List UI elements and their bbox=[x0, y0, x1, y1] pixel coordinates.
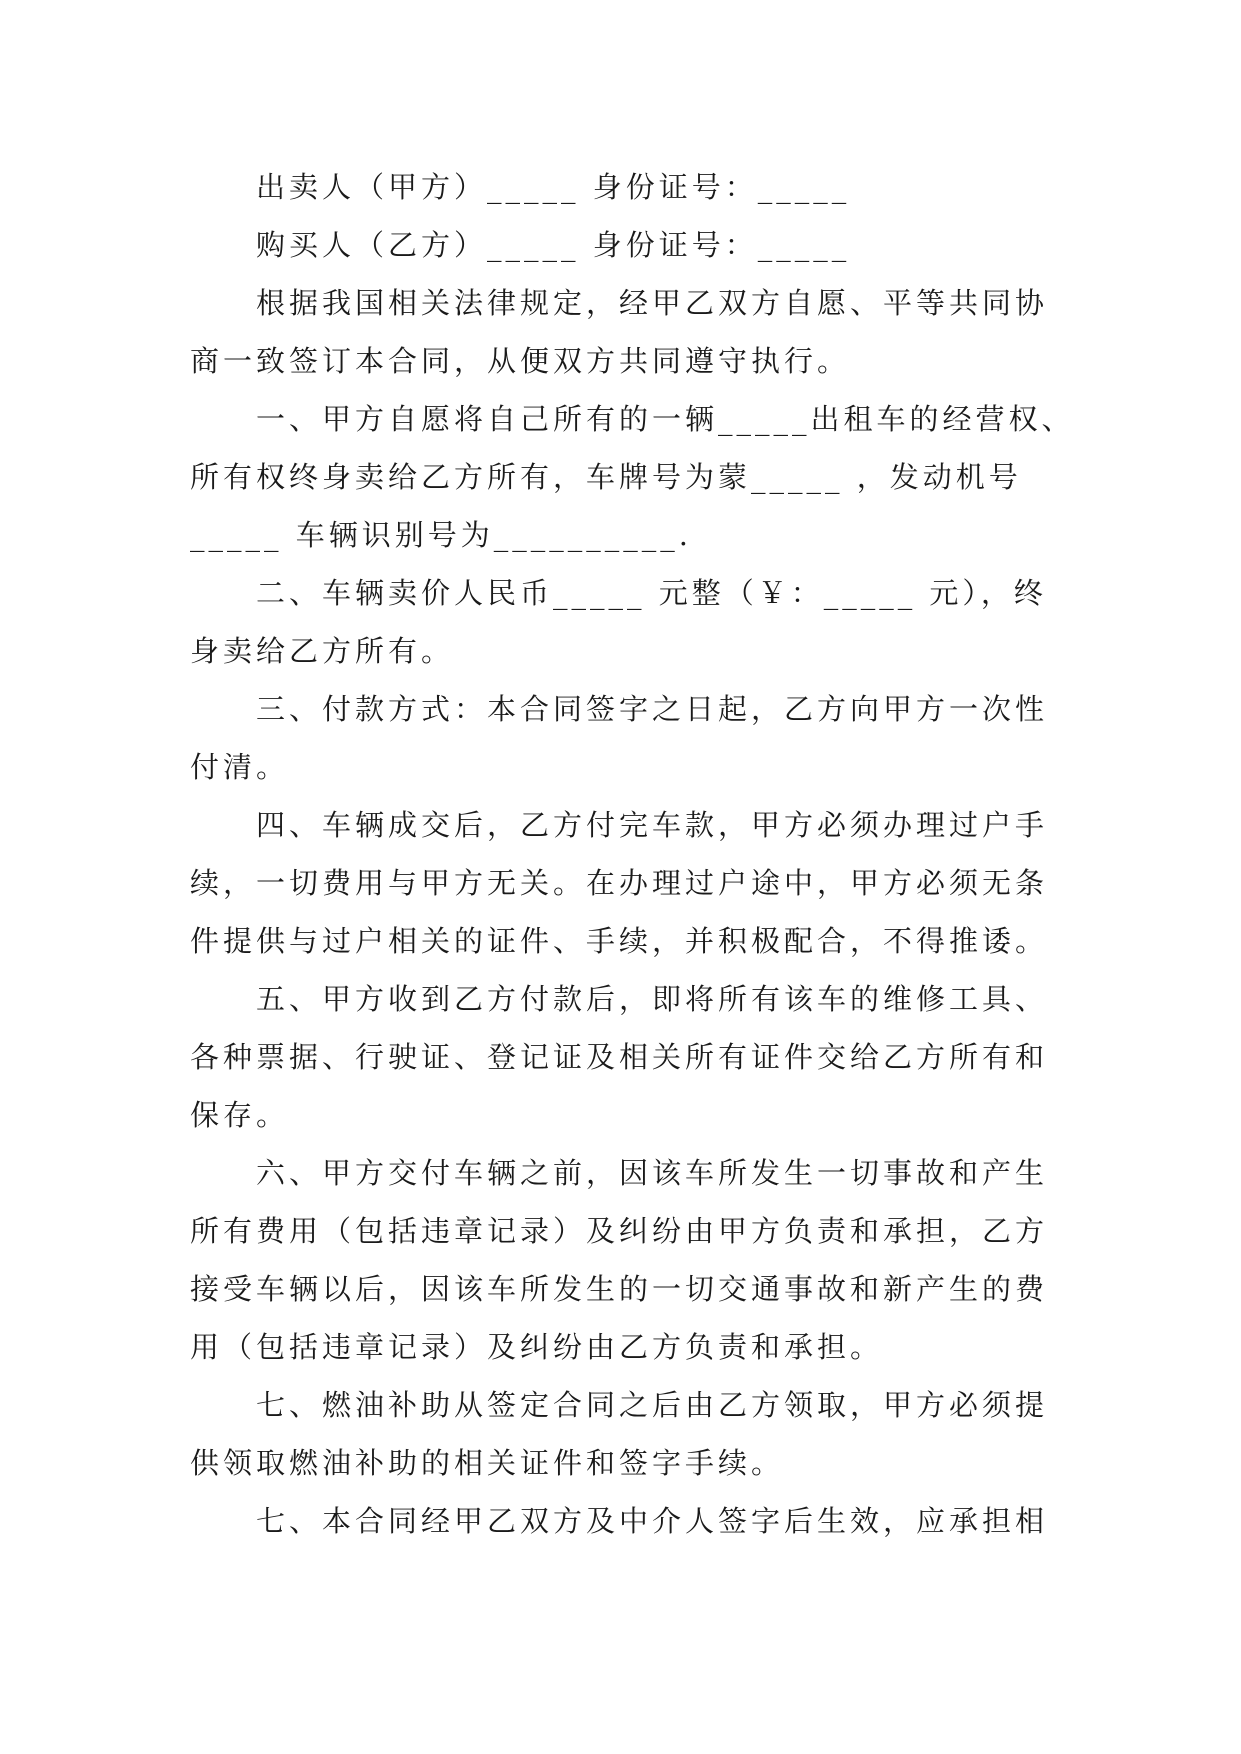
clause-8-line-1: 七、本合同经甲乙双方及中介人签字后生效，应承担相 bbox=[256, 1504, 1049, 1538]
clause-6-line-4: 用（包括违章记录）及纠纷由乙方负责和承担。 bbox=[190, 1330, 884, 1364]
clause-6-line-1: 六、甲方交付车辆之前，因该车所发生一切事故和产生 bbox=[256, 1156, 1049, 1190]
clause-3-line-1: 三、付款方式：本合同签字之日起，乙方向甲方一次性 bbox=[256, 692, 1049, 726]
clause-4-line-2: 续，一切费用与甲方无关。在办理过户途中，甲方必须无条 bbox=[190, 866, 1049, 900]
clause-4-line-3: 件提供与过户相关的证件、手续，并积极配合，不得推诿。 bbox=[190, 924, 1049, 958]
clause-3-line-2: 付清。 bbox=[190, 750, 290, 784]
clause-6-line-2: 所有费用（包括违章记录）及纠纷由甲方负责和承担，乙方 bbox=[190, 1214, 1049, 1248]
seller-line: 出卖人（甲方）_____ 身份证号：_____ bbox=[256, 170, 851, 204]
clause-1-line-1: 一、甲方自愿将自己所有的一辆_____出租车的经营权、 bbox=[256, 402, 1075, 436]
clause-7-line-2: 供领取燃油补助的相关证件和签字手续。 bbox=[190, 1446, 785, 1480]
clause-6-line-3: 接受车辆以后，因该车所发生的一切交通事故和新产生的费 bbox=[190, 1272, 1049, 1306]
clause-7-line-1: 七、燃油补助从签定合同之后由乙方领取，甲方必须提 bbox=[256, 1388, 1049, 1422]
clause-2-line-2: 身卖给乙方所有。 bbox=[190, 634, 455, 668]
preamble-line-2: 商一致签订本合同，从便双方共同遵守执行。 bbox=[190, 344, 851, 378]
contract-page bbox=[190, 158, 1075, 1550]
clause-4-line-1: 四、车辆成交后，乙方付完车款，甲方必须办理过户手 bbox=[256, 808, 1049, 842]
clause-5-line-3: 保存。 bbox=[190, 1098, 290, 1132]
buyer-line: 购买人（乙方）_____ 身份证号：_____ bbox=[256, 228, 851, 262]
clause-1-line-3: _____ 车辆识别号为__________. bbox=[190, 518, 692, 552]
clause-5-line-2: 各种票据、行驶证、登记证及相关所有证件交给乙方所有和 bbox=[190, 1040, 1049, 1074]
clause-2-line-1: 二、车辆卖价人民币_____ 元整（￥：_____ 元），终 bbox=[256, 576, 1047, 610]
clause-5-line-1: 五、甲方收到乙方付款后，即将所有该车的维修工具、 bbox=[256, 982, 1049, 1016]
preamble-line-1: 根据我国相关法律规定，经甲乙双方自愿、平等共同协 bbox=[256, 286, 1049, 320]
clause-1-line-2: 所有权终身卖给乙方所有，车牌号为蒙_____ ，发动机号 bbox=[190, 460, 1022, 494]
